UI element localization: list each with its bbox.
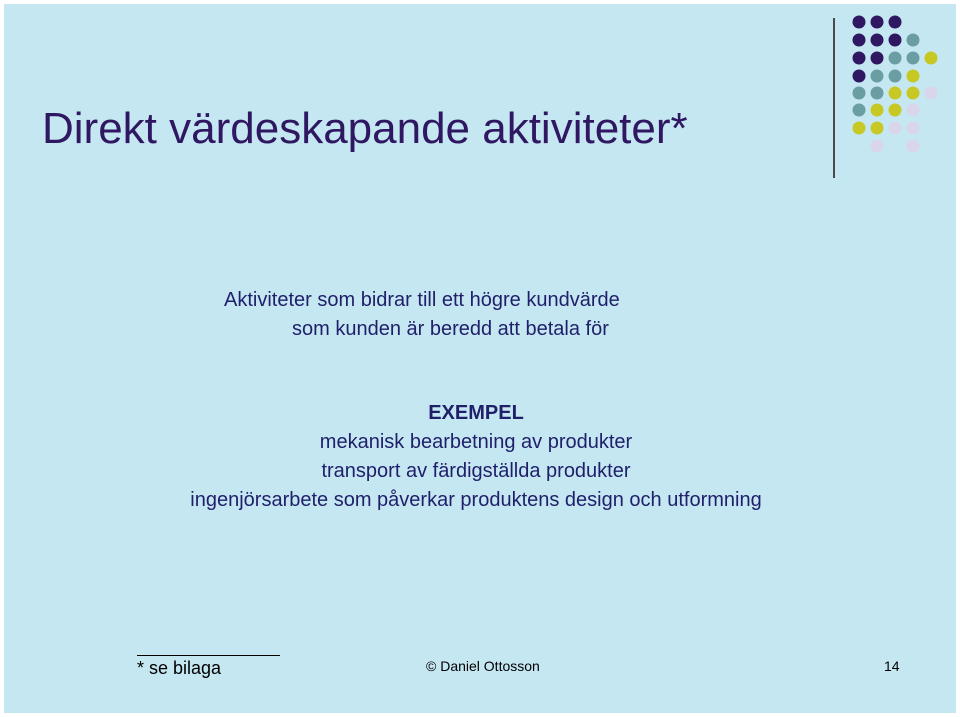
decorative-dot [853, 87, 866, 100]
footnote: * se bilaga [137, 658, 222, 678]
decorative-dot [853, 70, 866, 83]
page-number: 14 [884, 658, 900, 674]
intro-line-1: Aktiviteter som bidrar till ett högre kundvärde [224, 289, 620, 311]
decorative-dot [889, 70, 902, 83]
example-block [4, 399, 948, 515]
decorative-dot [853, 16, 866, 29]
decorative-dot [853, 104, 866, 117]
decorative-dot [871, 34, 884, 47]
decorative-dot [889, 104, 902, 117]
example-heading: EXEMPEL [428, 402, 524, 424]
decorative-dot [853, 122, 866, 135]
decorative-dot [889, 16, 902, 29]
slide-title: Direkt värdeskapande aktiviteter* [42, 104, 688, 153]
decorative-dot [907, 87, 920, 100]
decorative-dot [871, 52, 884, 65]
decorative-dot [907, 122, 920, 135]
decorative-dot [871, 16, 884, 29]
decorative-dot [871, 87, 884, 100]
example-item: transport av färdigställda produkter [321, 460, 631, 482]
decorative-dot [889, 34, 902, 47]
slide [4, 4, 956, 713]
decorative-dot [907, 70, 920, 83]
decorative-dot [871, 104, 884, 117]
example-item: mekanisk bearbetning av produkter [319, 431, 633, 453]
decorative-dot [871, 122, 884, 135]
vertical-divider [833, 18, 835, 178]
decorative-dot [907, 52, 920, 65]
intro-line-2: som kunden är beredd att betala för [292, 318, 609, 340]
decorative-dot [889, 122, 902, 135]
decorative-dot [907, 104, 920, 117]
decorative-dot [871, 70, 884, 83]
decorative-dot [853, 34, 866, 47]
decorative-dot [925, 52, 938, 65]
decorative-dot [853, 52, 866, 65]
decorative-dot [925, 87, 938, 100]
copyright: © Daniel Ottosson [426, 658, 540, 674]
decorative-dot [907, 34, 920, 47]
decorative-dot [889, 87, 902, 100]
decorative-dot [889, 52, 902, 65]
decorative-dot [871, 140, 884, 153]
example-item: ingenjörsarbete som påverkar produktens design och utformning [190, 489, 762, 511]
decorative-dot [907, 140, 920, 153]
footnote-separator [137, 655, 280, 656]
